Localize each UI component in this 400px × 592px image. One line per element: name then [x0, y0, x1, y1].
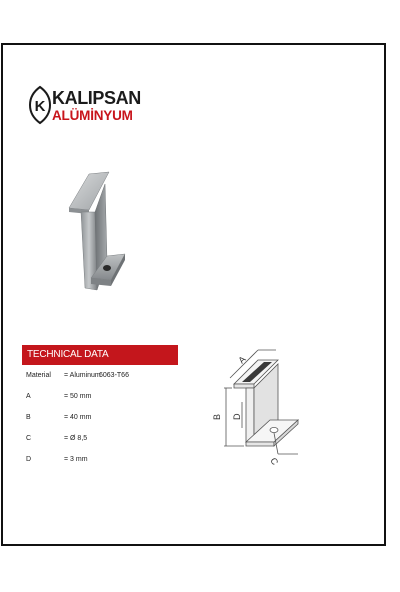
- product-sheet: [1, 43, 386, 546]
- spec-label: Material: [26, 372, 51, 379]
- spec-extra: 6063-T66: [99, 372, 129, 379]
- aluminum-end-clamp-photo: [67, 172, 129, 302]
- spec-label: B: [26, 414, 31, 421]
- spec-value: = Aluminum: [64, 372, 101, 379]
- spec-label: A: [26, 393, 31, 400]
- dimension-drawing: [212, 342, 308, 467]
- brand-logo: [29, 86, 149, 132]
- spec-label: C: [26, 435, 32, 442]
- dimension-label-c: C: [268, 456, 281, 467]
- spec-value: = 3 mm: [64, 456, 88, 463]
- dimension-label-d: D: [232, 413, 242, 420]
- spec-value: = Ø 8,5: [64, 435, 88, 442]
- dimension-label-b: B: [212, 413, 222, 420]
- badge-letter: K: [34, 98, 46, 115]
- brand-subtitle: ALÜMİNYUM: [52, 108, 133, 123]
- spec-label: D: [26, 456, 32, 463]
- brand-name: KALIPSAN: [52, 88, 141, 108]
- kalipsan-badge-icon: [29, 86, 51, 124]
- spec-value: = 40 mm: [64, 414, 92, 421]
- technical-data-title: TECHNICAL DATA: [27, 349, 109, 360]
- dimension-label-a: A: [236, 354, 248, 366]
- technical-data-band: [22, 345, 178, 365]
- spec-value: = 50 mm: [64, 393, 92, 400]
